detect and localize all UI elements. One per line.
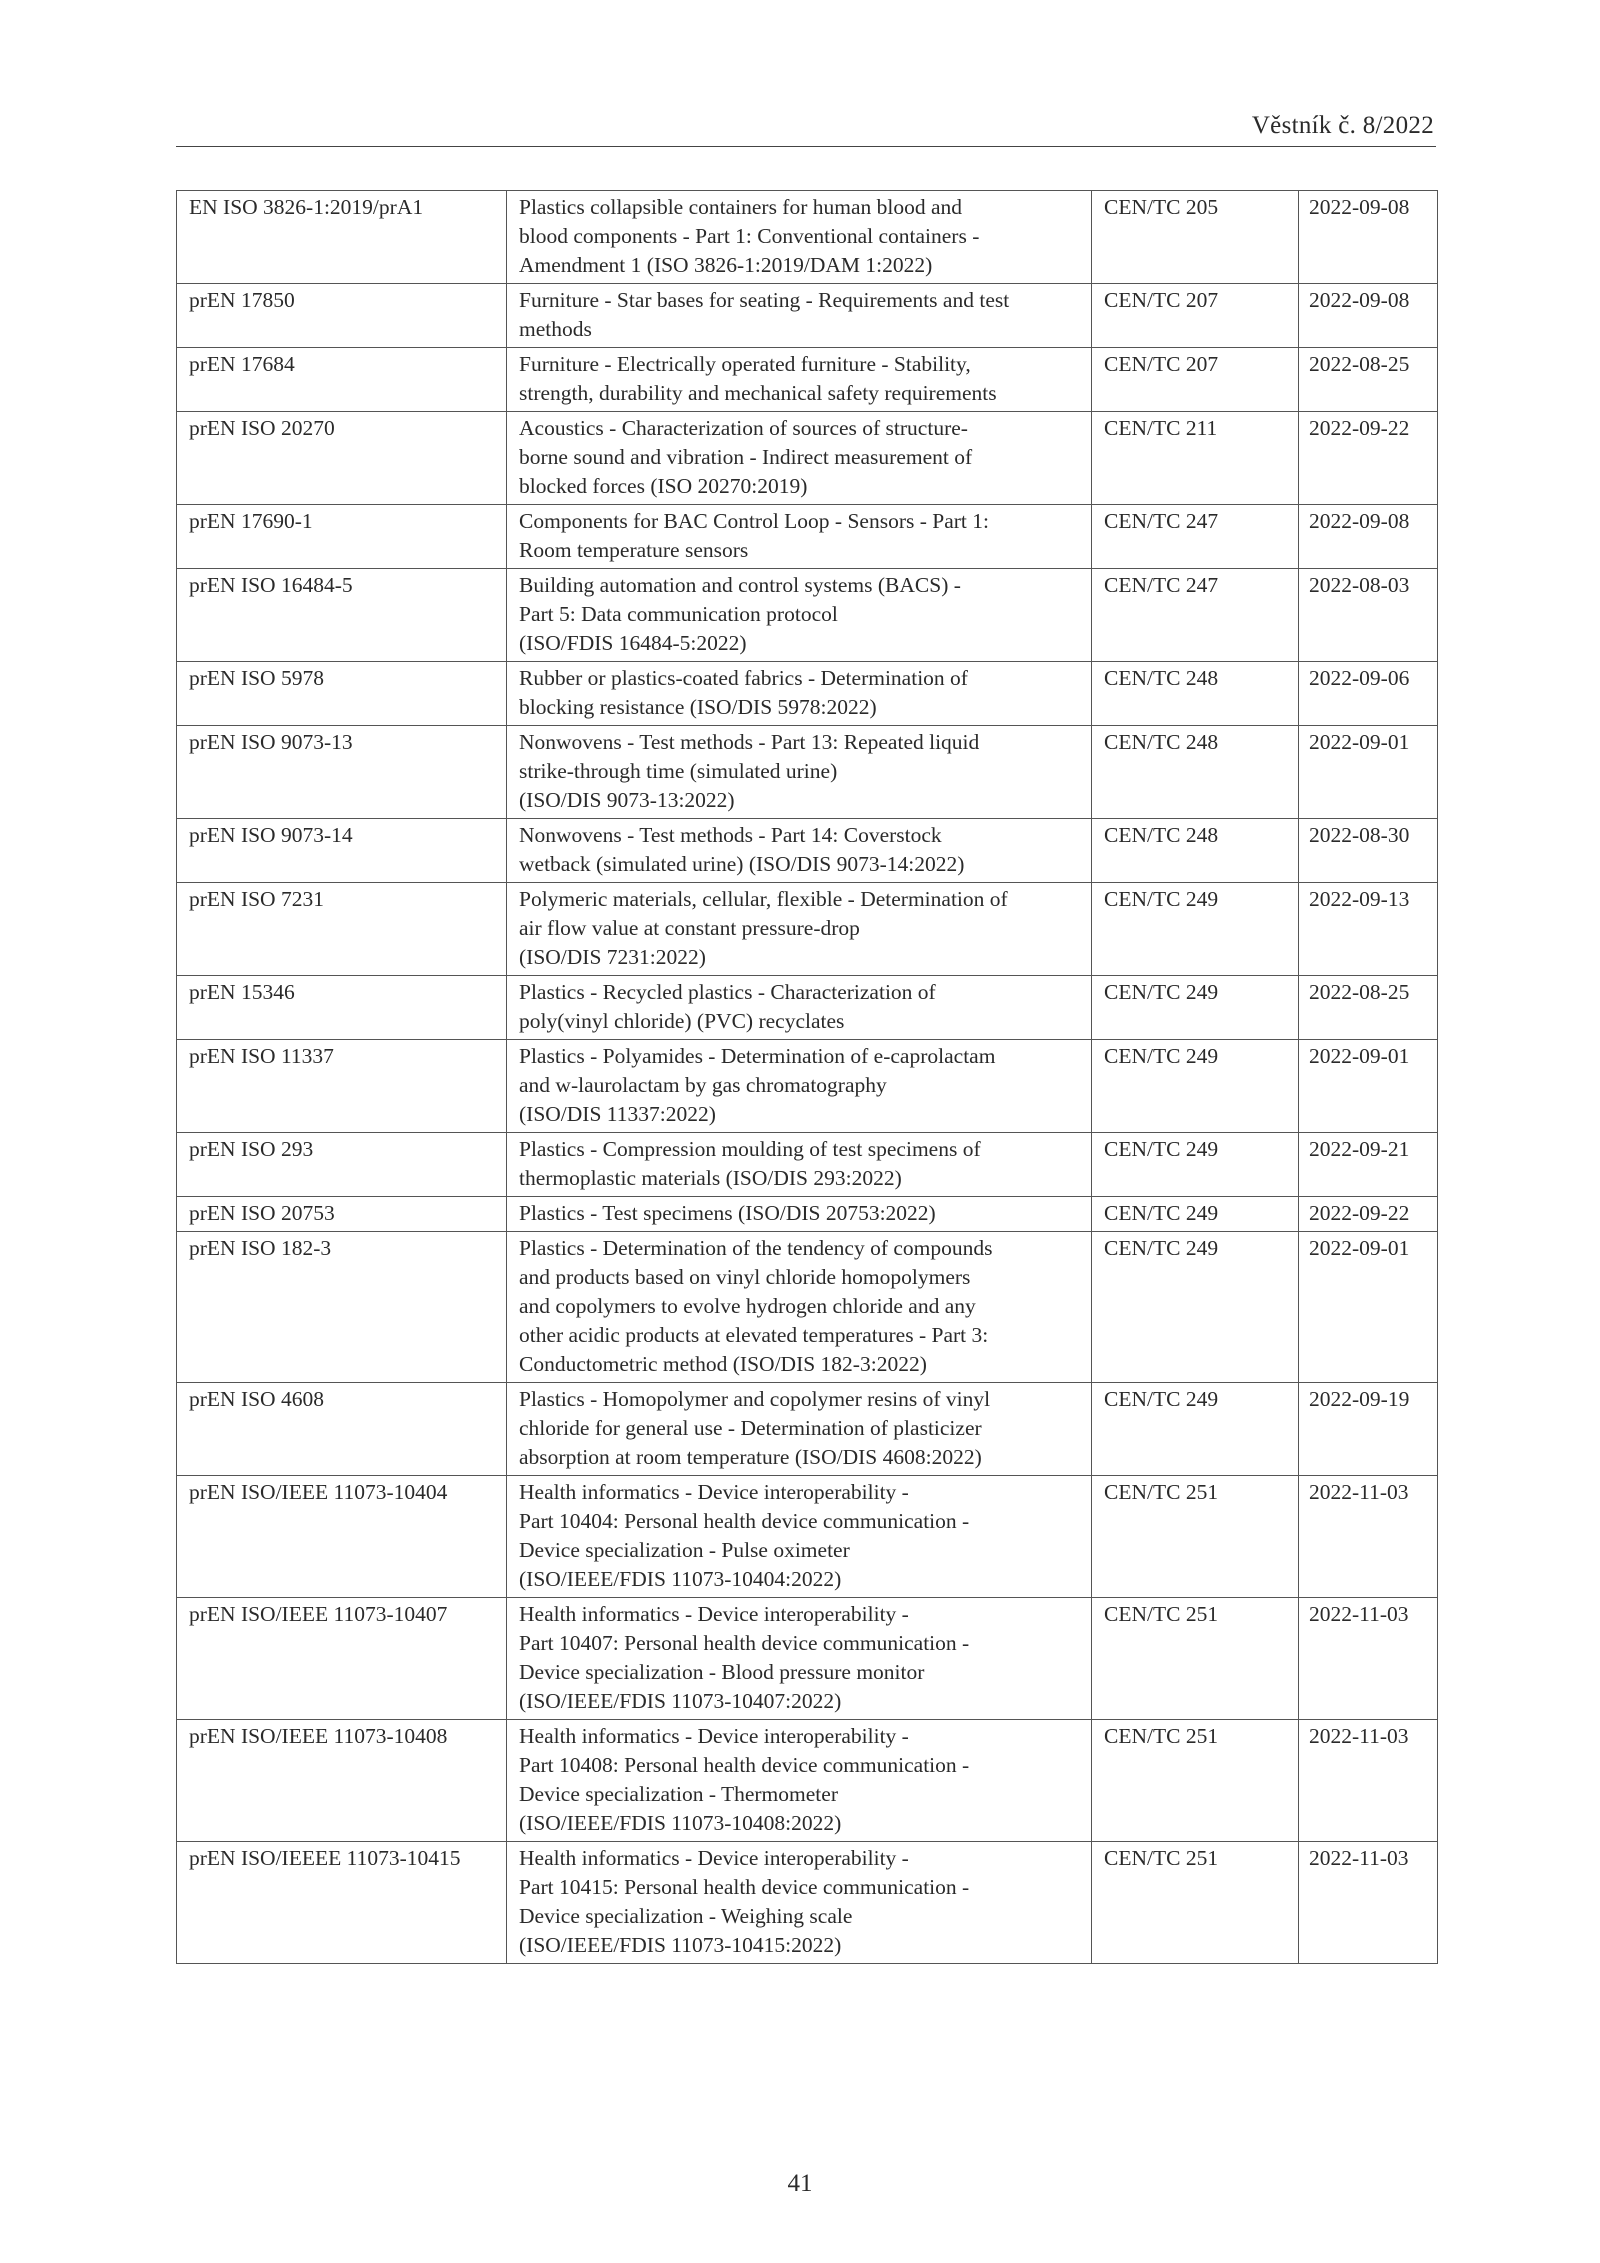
standard-title-cell: Rubber or plastics-coated fabrics - Determination of blocking resistance (ISO/DIS 5978:2022) bbox=[507, 662, 1092, 726]
standard-title-cell: Health informatics - Device interoperability - Part 10415: Personal health device communication - Device specialization - Weighing scale (ISO/IEEE/FDIS 11073-10415:2022) bbox=[507, 1842, 1092, 1964]
standard-title-cell: Health informatics - Device interoperability - Part 10408: Personal health device communication - Device specialization - Thermometer (ISO/IEEE/FDIS 11073-10408:2022) bbox=[507, 1720, 1092, 1842]
standard-title-cell: Health informatics - Device interoperability - Part 10407: Personal health device communication - Device specialization - Blood pressure monitor (ISO/IEEE/FDIS 11073-10407:2022) bbox=[507, 1598, 1092, 1720]
deadline-date-cell: 2022-09-22 bbox=[1299, 412, 1438, 505]
standard-title-cell: Furniture - Star bases for seating - Requirements and test methods bbox=[507, 284, 1092, 348]
committee-cell: CEN/TC 249 bbox=[1092, 1133, 1299, 1197]
standard-title-cell: Plastics - Test specimens (ISO/DIS 20753:2022) bbox=[507, 1197, 1092, 1232]
standard-code-cell: prEN ISO 5978 bbox=[177, 662, 507, 726]
standard-title-cell: Plastics - Homopolymer and copolymer resins of vinyl chloride for general use - Determination of plasticizer absorption at room temperature (ISO/DIS 4608:2022) bbox=[507, 1383, 1092, 1476]
standard-code-cell: prEN 15346 bbox=[177, 976, 507, 1040]
standard-code-cell: prEN ISO 16484-5 bbox=[177, 569, 507, 662]
committee-cell: CEN/TC 248 bbox=[1092, 662, 1299, 726]
standard-code-cell: prEN ISO/IEEE 11073-10407 bbox=[177, 1598, 507, 1720]
committee-cell: CEN/TC 249 bbox=[1092, 1232, 1299, 1383]
committee-cell: CEN/TC 207 bbox=[1092, 284, 1299, 348]
table-row bbox=[177, 1842, 1438, 1964]
deadline-date-cell: 2022-09-19 bbox=[1299, 1383, 1438, 1476]
deadline-date-cell: 2022-09-01 bbox=[1299, 726, 1438, 819]
standard-title-cell: Plastics - Recycled plastics - Characterization of poly(vinyl chloride) (PVC) recyclates bbox=[507, 976, 1092, 1040]
standard-code-cell: prEN ISO 11337 bbox=[177, 1040, 507, 1133]
standard-title-cell: Acoustics - Characterization of sources of structure- borne sound and vibration - Indirect measurement of blocked forces (ISO 20270:2019) bbox=[507, 412, 1092, 505]
table-row bbox=[177, 1197, 1438, 1232]
committee-cell: CEN/TC 251 bbox=[1092, 1476, 1299, 1598]
deadline-date-cell: 2022-09-08 bbox=[1299, 505, 1438, 569]
standard-title-cell: Plastics - Polyamides - Determination of e-caprolactam and w-laurolactam by gas chromatography (ISO/DIS 11337:2022) bbox=[507, 1040, 1092, 1133]
standard-code-cell: prEN 17690-1 bbox=[177, 505, 507, 569]
deadline-date-cell: 2022-09-22 bbox=[1299, 1197, 1438, 1232]
committee-cell: CEN/TC 248 bbox=[1092, 819, 1299, 883]
standard-title-cell: Building automation and control systems (BACS) - Part 5: Data communication protocol (ISO/FDIS 16484-5:2022) bbox=[507, 569, 1092, 662]
committee-cell: CEN/TC 249 bbox=[1092, 1197, 1299, 1232]
deadline-date-cell: 2022-11-03 bbox=[1299, 1842, 1438, 1964]
committee-cell: CEN/TC 251 bbox=[1092, 1842, 1299, 1964]
standard-title-cell: Plastics - Compression moulding of test specimens of thermoplastic materials (ISO/DIS 293:2022) bbox=[507, 1133, 1092, 1197]
standard-code-cell: EN ISO 3826-1:2019/prA1 bbox=[177, 191, 507, 284]
table-row bbox=[177, 1720, 1438, 1842]
committee-cell: CEN/TC 247 bbox=[1092, 505, 1299, 569]
standard-title-cell: Plastics - Determination of the tendency of compounds and products based on vinyl chloride homopolymers and copolymers to evolve hydrogen chloride and any other acidic products at elevated temperatures - Part 3: Conductometric method (ISO/DIS 182-3:2022) bbox=[507, 1232, 1092, 1383]
committee-cell: CEN/TC 249 bbox=[1092, 1383, 1299, 1476]
deadline-date-cell: 2022-09-13 bbox=[1299, 883, 1438, 976]
table-row bbox=[177, 1133, 1438, 1197]
table-row bbox=[177, 191, 1438, 284]
deadline-date-cell: 2022-09-08 bbox=[1299, 191, 1438, 284]
table-row bbox=[177, 1476, 1438, 1598]
standard-code-cell: prEN ISO 182-3 bbox=[177, 1232, 507, 1383]
table-row bbox=[177, 412, 1438, 505]
standards-table bbox=[176, 190, 1438, 1964]
deadline-date-cell: 2022-09-01 bbox=[1299, 1232, 1438, 1383]
standard-code-cell: prEN ISO 9073-13 bbox=[177, 726, 507, 819]
standard-title-cell: Plastics collapsible containers for human blood and blood components - Part 1: Conventional containers - Amendment 1 (ISO 3826-1:2019/DAM 1:2022) bbox=[507, 191, 1092, 284]
standards-table-body bbox=[177, 191, 1438, 1964]
table-row bbox=[177, 284, 1438, 348]
committee-cell: CEN/TC 247 bbox=[1092, 569, 1299, 662]
standard-code-cell: prEN ISO/IEEE 11073-10404 bbox=[177, 1476, 507, 1598]
standard-code-cell: prEN 17684 bbox=[177, 348, 507, 412]
table-row bbox=[177, 662, 1438, 726]
standard-code-cell: prEN ISO/IEEE 11073-10408 bbox=[177, 1720, 507, 1842]
deadline-date-cell: 2022-09-08 bbox=[1299, 284, 1438, 348]
standard-title-cell: Furniture - Electrically operated furniture - Stability, strength, durability and mechanical safety requirements bbox=[507, 348, 1092, 412]
deadline-date-cell: 2022-08-25 bbox=[1299, 976, 1438, 1040]
standard-code-cell: prEN ISO 20270 bbox=[177, 412, 507, 505]
standard-title-cell: Components for BAC Control Loop - Sensors - Part 1: Room temperature sensors bbox=[507, 505, 1092, 569]
table-row bbox=[177, 1383, 1438, 1476]
standard-code-cell: prEN ISO 4608 bbox=[177, 1383, 507, 1476]
standard-title-cell: Polymeric materials, cellular, flexible - Determination of air flow value at constant pressure-drop (ISO/DIS 7231:2022) bbox=[507, 883, 1092, 976]
committee-cell: CEN/TC 248 bbox=[1092, 726, 1299, 819]
committee-cell: CEN/TC 207 bbox=[1092, 348, 1299, 412]
standard-code-cell: prEN ISO/IEEEE 11073-10415 bbox=[177, 1842, 507, 1964]
page-header bbox=[176, 112, 1436, 147]
table-row bbox=[177, 348, 1438, 412]
table-row bbox=[177, 883, 1438, 976]
table-row bbox=[177, 1598, 1438, 1720]
committee-cell: CEN/TC 205 bbox=[1092, 191, 1299, 284]
deadline-date-cell: 2022-08-03 bbox=[1299, 569, 1438, 662]
committee-cell: CEN/TC 249 bbox=[1092, 883, 1299, 976]
deadline-date-cell: 2022-08-25 bbox=[1299, 348, 1438, 412]
standard-code-cell: prEN ISO 9073-14 bbox=[177, 819, 507, 883]
standard-code-cell: prEN ISO 20753 bbox=[177, 1197, 507, 1232]
deadline-date-cell: 2022-08-30 bbox=[1299, 819, 1438, 883]
table-row bbox=[177, 1040, 1438, 1133]
deadline-date-cell: 2022-09-21 bbox=[1299, 1133, 1438, 1197]
journal-issue-title: Věstník č. 8/2022 bbox=[1251, 112, 1434, 139]
table-row bbox=[177, 569, 1438, 662]
standard-code-cell: prEN ISO 293 bbox=[177, 1133, 507, 1197]
table-row bbox=[177, 505, 1438, 569]
standard-title-cell: Nonwovens - Test methods - Part 13: Repeated liquid strike-through time (simulated urine) (ISO/DIS 9073-13:2022) bbox=[507, 726, 1092, 819]
deadline-date-cell: 2022-11-03 bbox=[1299, 1720, 1438, 1842]
table-row bbox=[177, 1232, 1438, 1383]
page-number: 41 bbox=[787, 2170, 813, 2197]
committee-cell: CEN/TC 251 bbox=[1092, 1720, 1299, 1842]
deadline-date-cell: 2022-09-06 bbox=[1299, 662, 1438, 726]
standard-title-cell: Nonwovens - Test methods - Part 14: Coverstock wetback (simulated urine) (ISO/DIS 9073-14:2022) bbox=[507, 819, 1092, 883]
table-row bbox=[177, 726, 1438, 819]
deadline-date-cell: 2022-09-01 bbox=[1299, 1040, 1438, 1133]
committee-cell: CEN/TC 211 bbox=[1092, 412, 1299, 505]
committee-cell: CEN/TC 249 bbox=[1092, 1040, 1299, 1133]
standard-code-cell: prEN ISO 7231 bbox=[177, 883, 507, 976]
standard-title-cell: Health informatics - Device interoperability - Part 10404: Personal health device communication - Device specialization - Pulse oximeter (ISO/IEEE/FDIS 11073-10404:2022) bbox=[507, 1476, 1092, 1598]
committee-cell: CEN/TC 251 bbox=[1092, 1598, 1299, 1720]
committee-cell: CEN/TC 249 bbox=[1092, 976, 1299, 1040]
deadline-date-cell: 2022-11-03 bbox=[1299, 1476, 1438, 1598]
standard-code-cell: prEN 17850 bbox=[177, 284, 507, 348]
deadline-date-cell: 2022-11-03 bbox=[1299, 1598, 1438, 1720]
table-row bbox=[177, 819, 1438, 883]
table-row bbox=[177, 976, 1438, 1040]
